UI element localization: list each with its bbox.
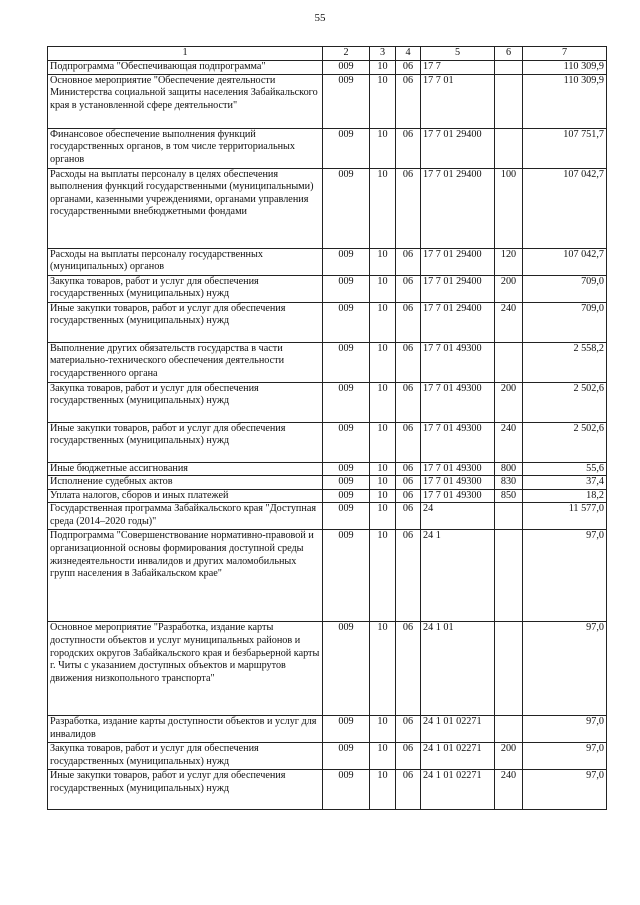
target-article-code: 17 7 01 49300 [421,382,495,422]
row-name: Подпрограмма "Обеспечивающая подпрограмма" [48,61,323,75]
expense-type-code [495,503,523,530]
grbs-code: 009 [323,302,370,342]
table-row [48,489,607,503]
subsection-code: 06 [396,168,421,248]
budget-table [47,46,607,810]
section-code: 10 [370,489,396,503]
grbs-code: 009 [323,476,370,490]
target-article-code: 17 7 01 49300 [421,422,495,462]
expense-type-code: 800 [495,462,523,476]
row-name: Закупка товаров, работ и услуг для обеспечения государственных (муниципальных) нужд [48,275,323,302]
section-code: 10 [370,74,396,128]
expense-type-code: 200 [495,275,523,302]
row-name: Финансовое обеспечение выполнения функций государственных органов, в том числе территориальных органов [48,128,323,168]
subsection-code: 06 [396,770,421,810]
target-article-code: 17 7 01 29400 [421,168,495,248]
section-code: 10 [370,476,396,490]
section-code: 10 [370,168,396,248]
grbs-code: 009 [323,743,370,770]
grbs-code: 009 [323,462,370,476]
subsection-code: 06 [396,128,421,168]
section-code: 10 [370,302,396,342]
expense-type-code [495,128,523,168]
row-name: Иные закупки товаров, работ и услуг для обеспечения государственных (муниципальных) нужд [48,302,323,342]
amount: 709,0 [523,275,607,302]
section-code: 10 [370,422,396,462]
subsection-code: 06 [396,622,421,716]
row-name: Иные закупки товаров, работ и услуг для обеспечения государственных (муниципальных) нужд [48,422,323,462]
row-name: Закупка товаров, работ и услуг для обеспечения государственных (муниципальных) нужд [48,382,323,422]
subsection-code: 06 [396,489,421,503]
subsection-code: 06 [396,503,421,530]
grbs-code: 009 [323,770,370,810]
grbs-code: 009 [323,530,370,622]
expense-type-code [495,622,523,716]
grbs-code: 009 [323,342,370,382]
target-article-code: 17 7 01 29400 [421,275,495,302]
section-code: 10 [370,382,396,422]
table-row [48,476,607,490]
grbs-code: 009 [323,248,370,275]
target-article-code: 17 7 01 29400 [421,128,495,168]
grbs-code: 009 [323,622,370,716]
row-name: Расходы на выплаты персоналу в целях обеспечения выполнения функций государственными (муниципальными) органами, казенными учреждениями, органами управления государственными внебюджетными фондами [48,168,323,248]
target-article-code: 24 1 01 02271 [421,716,495,743]
section-code: 10 [370,530,396,622]
table-row [48,302,607,342]
grbs-code: 009 [323,503,370,530]
section-code: 10 [370,342,396,382]
amount: 709,0 [523,302,607,342]
table-row [48,74,607,128]
target-article-code: 24 1 [421,530,495,622]
target-article-code: 17 7 01 49300 [421,476,495,490]
subsection-code: 06 [396,462,421,476]
section-code: 10 [370,248,396,275]
header-cell: 3 [370,47,396,61]
subsection-code: 06 [396,422,421,462]
amount: 97,0 [523,743,607,770]
subsection-code: 06 [396,743,421,770]
row-name: Разработка, издание карты доступности объектов и услуг для инвалидов [48,716,323,743]
row-name: Исполнение судебных актов [48,476,323,490]
subsection-code: 06 [396,382,421,422]
target-article-code: 17 7 [421,61,495,75]
section-code: 10 [370,462,396,476]
table-row [48,622,607,716]
row-name: Выполнение других обязательств государства в части материально-технического обеспечения деятельности государственного органа [48,342,323,382]
table-row [48,382,607,422]
row-name: Государственная программа Забайкальского края "Доступная среда (2014–2020 годы)" [48,503,323,530]
subsection-code: 06 [396,74,421,128]
target-article-code: 24 [421,503,495,530]
amount: 97,0 [523,622,607,716]
table-row [48,770,607,810]
amount: 2 502,6 [523,422,607,462]
target-article-code: 17 7 01 [421,74,495,128]
amount: 107 042,7 [523,168,607,248]
amount: 18,2 [523,489,607,503]
amount: 97,0 [523,530,607,622]
section-code: 10 [370,503,396,530]
amount: 55,6 [523,462,607,476]
header-cell: 1 [48,47,323,61]
row-name: Закупка товаров, работ и услуг для обеспечения государственных (муниципальных) нужд [48,743,323,770]
header-cell: 6 [495,47,523,61]
expense-type-code: 830 [495,476,523,490]
expense-type-code [495,530,523,622]
subsection-code: 06 [396,302,421,342]
row-name: Уплата налогов, сборов и иных платежей [48,489,323,503]
table-row [48,61,607,75]
row-name: Основное мероприятие "Разработка, издание карты доступности объектов и услуг муниципальных районов и городских округов Забайкальского края и безбарьерной карты г. Читы с указанием доступных объектов и маршрутов движения низкопольного транспорта" [48,622,323,716]
amount: 2 558,2 [523,342,607,382]
grbs-code: 009 [323,74,370,128]
grbs-code: 009 [323,422,370,462]
section-code: 10 [370,622,396,716]
grbs-code: 009 [323,128,370,168]
expense-type-code: 850 [495,489,523,503]
expense-type-code [495,74,523,128]
expense-type-code: 240 [495,770,523,810]
amount: 107 042,7 [523,248,607,275]
amount: 11 577,0 [523,503,607,530]
header-cell: 5 [421,47,495,61]
table-row [48,128,607,168]
section-code: 10 [370,743,396,770]
section-code: 10 [370,770,396,810]
table-row [48,462,607,476]
target-article-code: 24 1 01 02271 [421,743,495,770]
table-row [48,503,607,530]
expense-type-code [495,716,523,743]
table-row [48,248,607,275]
amount: 37,4 [523,476,607,490]
table-row [48,342,607,382]
target-article-code: 17 7 01 49300 [421,462,495,476]
section-code: 10 [370,61,396,75]
target-article-code: 24 1 01 [421,622,495,716]
expense-type-code: 240 [495,422,523,462]
amount: 97,0 [523,770,607,810]
target-article-code: 24 1 01 02271 [421,770,495,810]
table-row [48,168,607,248]
header-cell: 2 [323,47,370,61]
target-article-code: 17 7 01 49300 [421,489,495,503]
grbs-code: 009 [323,716,370,743]
table-row [48,422,607,462]
amount: 107 751,7 [523,128,607,168]
expense-type-code: 100 [495,168,523,248]
row-name: Подпрограмма "Совершенствование нормативно-правовой и организационной основы формирования доступной среды жизнедеятельности инвалидов и других маломобильных групп населения в Забайкальском крае" [48,530,323,622]
subsection-code: 06 [396,530,421,622]
target-article-code: 17 7 01 49300 [421,342,495,382]
expense-type-code: 120 [495,248,523,275]
subsection-code: 06 [396,476,421,490]
subsection-code: 06 [396,275,421,302]
table-row [48,275,607,302]
row-name: Расходы на выплаты персоналу государственных (муниципальных) органов [48,248,323,275]
grbs-code: 009 [323,168,370,248]
expense-type-code: 200 [495,382,523,422]
row-name: Иные бюджетные ассигнования [48,462,323,476]
table-header-row [48,47,607,61]
section-code: 10 [370,716,396,743]
table-row [48,716,607,743]
grbs-code: 009 [323,382,370,422]
subsection-code: 06 [396,716,421,743]
row-name: Иные закупки товаров, работ и услуг для обеспечения государственных (муниципальных) нужд [48,770,323,810]
amount: 110 309,9 [523,74,607,128]
page-number: 55 [314,12,326,24]
grbs-code: 009 [323,61,370,75]
amount: 97,0 [523,716,607,743]
grbs-code: 009 [323,489,370,503]
expense-type-code: 200 [495,743,523,770]
header-cell: 7 [523,47,607,61]
subsection-code: 06 [396,342,421,382]
amount: 110 309,9 [523,61,607,75]
row-name: Основное мероприятие "Обеспечение деятельности Министерства социальной защиты населения Забайкальского края в установленной сфере деятельности" [48,74,323,128]
section-code: 10 [370,275,396,302]
target-article-code: 17 7 01 29400 [421,248,495,275]
table-row [48,530,607,622]
header-cell: 4 [396,47,421,61]
section-code: 10 [370,128,396,168]
subsection-code: 06 [396,61,421,75]
table-row [48,743,607,770]
subsection-code: 06 [396,248,421,275]
expense-type-code [495,61,523,75]
grbs-code: 009 [323,275,370,302]
amount: 2 502,6 [523,382,607,422]
expense-type-code: 240 [495,302,523,342]
expense-type-code [495,342,523,382]
target-article-code: 17 7 01 29400 [421,302,495,342]
